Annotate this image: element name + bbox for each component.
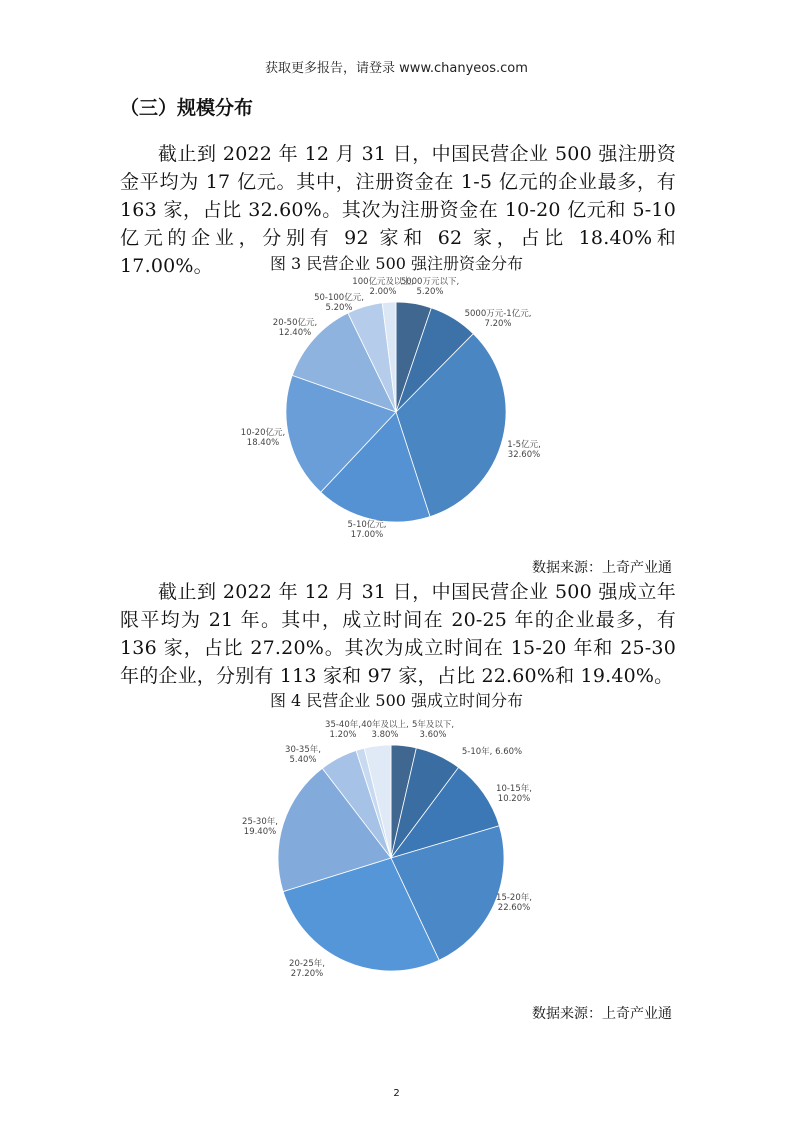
- pie-data-label: 1-5亿元, 32.60%: [507, 440, 541, 460]
- pie-data-label: 10-20亿元, 18.40%: [240, 428, 286, 448]
- pie-data-label: 5000万元以下, 5.20%: [400, 277, 460, 297]
- paragraph-establishment-years: 截止到 2022 年 12 月 31 日，中国民营企业 500 强成立年限平均为 21 年。其中，成立时间在 20-25 年的企业最多，有 136 家，占比 27.20%。其次为成立时间在 15-20 年和 25-30 年的企业，分别有 113 家和 97 家，占比 22.60%和 19.40%。: [120, 581, 676, 687]
- pie-data-label: 5-10年, 6.60%: [461, 747, 523, 757]
- pie-data-label: 5-10亿元, 17.00%: [347, 520, 387, 540]
- registered-capital-pie-chart: [0, 270, 793, 555]
- pie-data-label: 10-15年, 10.20%: [496, 784, 532, 804]
- pie-data-label: 35-40年, 1.20%: [325, 720, 361, 740]
- paragraph-registered-capital: 截止到 2022 年 12 月 31 日，中国民营企业 500 强注册资金平均为 17 亿元。其中，注册资金在 1-5 亿元的企业最多，有 163 家，占比 32.60%。其次为注册资金在 10-20 亿元和 5-10 亿元的企业，分别有 92 家和 62 家，占比 18.40%和 17.00%。: [120, 143, 676, 277]
- report-header: 获取更多报告，请登录 www.chanyeos.com: [265, 61, 528, 76]
- figure-3-title: 图 3 民营企业 500 强注册资金分布: [269, 254, 524, 273]
- pie-data-label: 25-30年, 19.40%: [242, 817, 278, 837]
- pie-data-label: 40年及以上, 3.80%: [361, 720, 409, 740]
- pie-data-label: 5年及以下, 3.60%: [411, 720, 455, 740]
- section-title: （三）规模分布: [120, 97, 254, 119]
- figure-4-source: 数据来源：上奇产业通: [532, 1006, 672, 1022]
- pie-data-label: 15-20年, 22.60%: [496, 893, 532, 913]
- figure-4-title: 图 4 民营企业 500 强成立时间分布: [269, 691, 524, 710]
- pie-data-label: 50-100亿元, 5.20%: [314, 293, 364, 313]
- page-number: 2: [393, 1088, 400, 1099]
- pie-data-label: 5000万元-1亿元, 7.20%: [464, 309, 532, 329]
- figure-3-source: 数据来源：上奇产业通: [532, 560, 672, 576]
- pie-data-label: 20-25年, 27.20%: [289, 959, 325, 979]
- establishment-years-pie-chart: [0, 712, 793, 1002]
- pie-data-label: 30-35年, 5.40%: [285, 745, 321, 765]
- pie-data-label: 20-50亿元, 12.40%: [272, 318, 318, 338]
- pie-data-label: 100亿元及以上, 2.00%: [352, 277, 414, 297]
